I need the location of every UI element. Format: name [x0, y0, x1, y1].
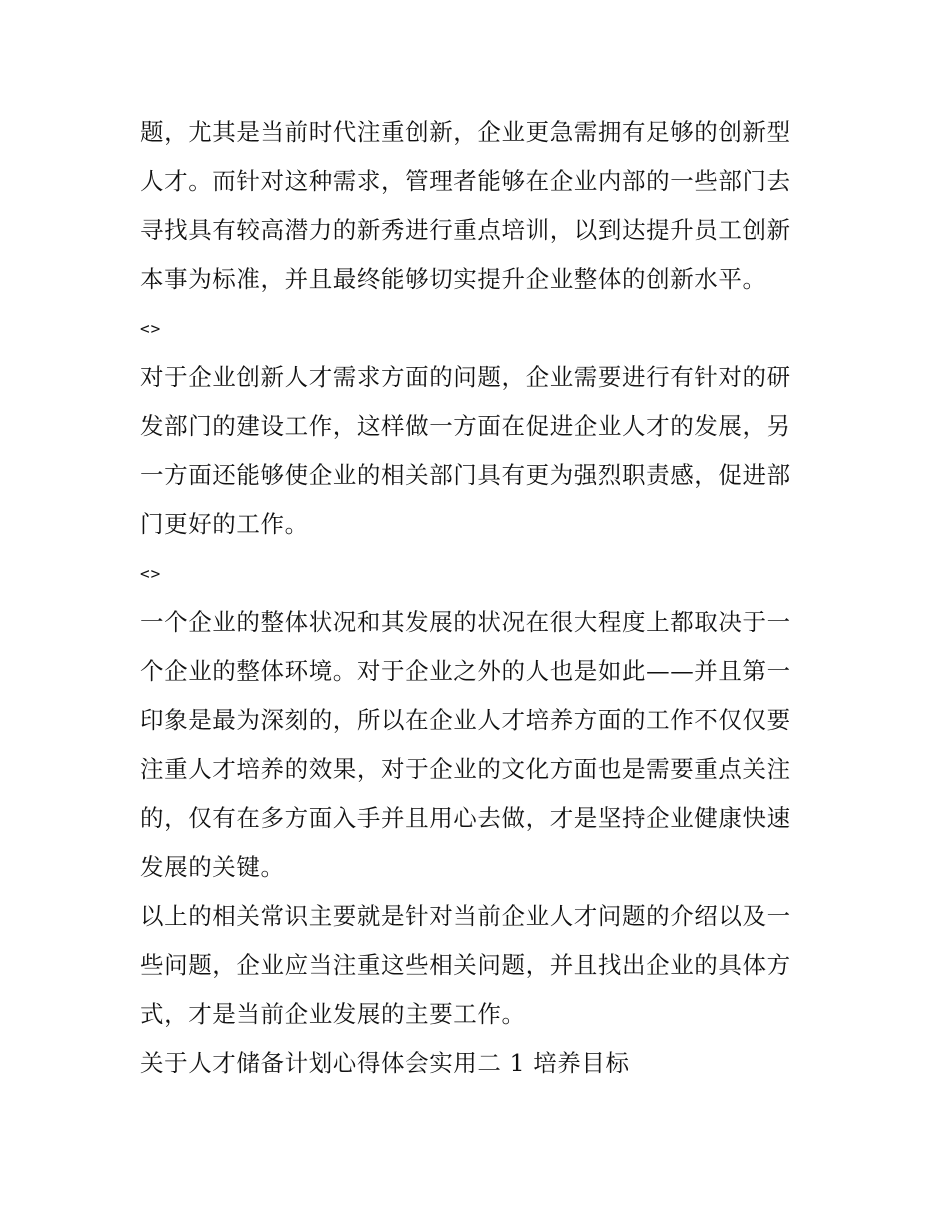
- text-line: 对于企业创新人才需求方面的问题，企业需要进行有针对的研: [140, 363, 791, 391]
- text-line: 寻找具有较高潜力的新秀进行重点培训，以到达提升员工创新: [140, 216, 791, 244]
- text-line: 式，才是当前企业发展的主要工作。: [140, 1000, 526, 1028]
- text-line: 一方面还能够使企业的相关部门具有更为强烈职责感，促进部: [140, 461, 791, 489]
- text-line: 本事为标准，并且最终能够切实提升企业整体的创新水平。: [140, 265, 767, 293]
- text-line: 题，尤其是当前时代注重创新，企业更急需拥有足够的创新型: [140, 118, 791, 146]
- paragraph-summary: [140, 892, 820, 1039]
- text-line: 个企业的整体环境。对于企业之外的人也是如此——并且第一: [140, 657, 791, 685]
- text-line: 的，仅有在多方面入手并且用心去做，才是坚持企业健康快速: [140, 804, 791, 832]
- text-line: 门更好的工作。: [140, 510, 309, 538]
- text-line: 发展的关键。: [140, 853, 285, 881]
- paragraph-innovation-talent: [140, 108, 820, 304]
- heading-text: 关于人才储备计划心得体会实用二 1 培养目标: [140, 1049, 630, 1077]
- section-heading: [140, 1039, 820, 1088]
- text-line: 发部门的建设工作，这样做一方面在促进企业人才的发展，另: [140, 412, 791, 440]
- section-separator: <>: [140, 319, 162, 338]
- text-line: 以上的相关常识主要就是针对当前企业人才问题的介绍以及一: [140, 902, 791, 930]
- document-body: [140, 108, 820, 1088]
- paragraph-rd-department: [140, 353, 820, 549]
- text-line: 人才。而针对这种需求，管理者能够在企业内部的一些部门去: [140, 167, 791, 195]
- text-line: 注重人才培养的效果，对于企业的文化方面也是需要重点关注: [140, 755, 791, 783]
- paragraph-enterprise-environment: [140, 598, 820, 892]
- text-line: 一个企业的整体状况和其发展的状况在很大程度上都取决于一: [140, 608, 791, 636]
- text-line: 印象是最为深刻的，所以在企业人才培养方面的工作不仅仅要: [140, 706, 791, 734]
- section-separator: <>: [140, 564, 162, 583]
- text-line: 些问题，企业应当注重这些相关问题，并且找出企业的具体方: [140, 951, 791, 979]
